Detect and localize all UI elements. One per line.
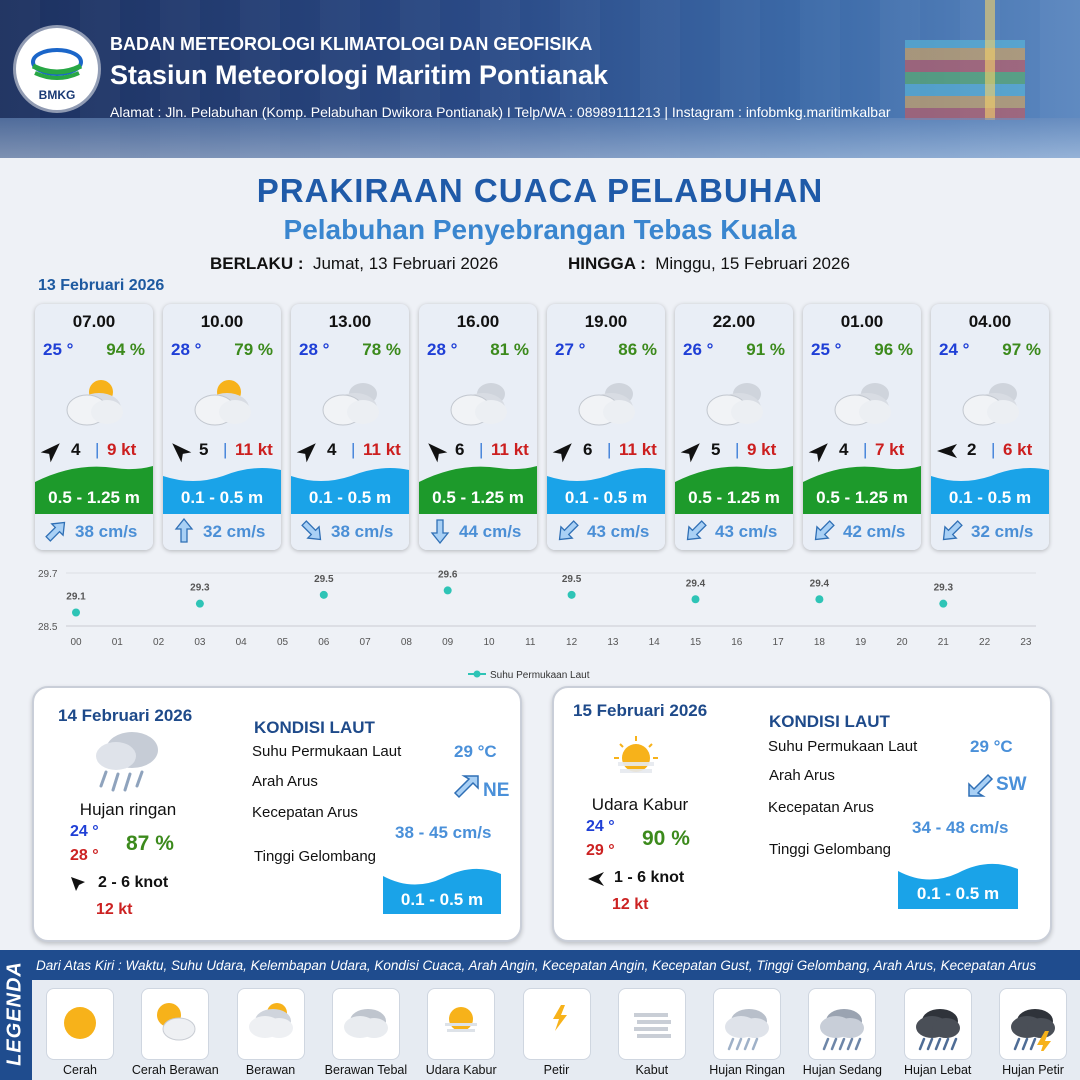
wind-arrow-w-icon xyxy=(586,869,606,889)
legend-card xyxy=(523,988,591,1060)
wave-height: 0.5 - 1.25 m xyxy=(48,488,140,507)
air-temperature: 28 ° xyxy=(171,340,202,359)
separator: | xyxy=(863,440,868,459)
air-temperature: 25 ° xyxy=(811,340,842,359)
wave-height: 0.1 - 0.5 m xyxy=(564,488,648,507)
forecast-card xyxy=(163,304,281,550)
valid-from: BERLAKU : Jumat, 13 Februari 2026 xyxy=(210,254,499,273)
forecast-card xyxy=(547,304,665,550)
moderate-rain-icon xyxy=(814,995,870,1051)
wind-direction-icon xyxy=(551,438,577,464)
wind-direction-icon xyxy=(423,438,449,464)
cloud-sun-icon xyxy=(315,372,385,428)
chart-point xyxy=(692,595,700,603)
chart-y-tick: 28.5 xyxy=(38,622,58,633)
wave-height: 0.5 - 1.25 m xyxy=(432,488,524,507)
forecast-time: 01.00 xyxy=(840,312,884,331)
chart-x-tick: 21 xyxy=(937,637,949,648)
day3-sst-label: Suhu Permukaan Laut xyxy=(768,738,918,755)
chart-x-tick: 19 xyxy=(855,637,867,648)
forecast-time: 19.00 xyxy=(584,312,628,331)
air-humidity: 94 % xyxy=(106,340,145,359)
day2-speed: 38 - 45 cm/s xyxy=(395,823,492,842)
gust-speed: 7 kt xyxy=(875,440,905,459)
wind-direction-icon xyxy=(39,438,65,464)
air-humidity: 81 % xyxy=(490,340,529,359)
sun-cloud-icon xyxy=(187,372,257,428)
haze-icon xyxy=(433,995,489,1051)
light-rain-icon xyxy=(719,995,775,1051)
chart-data-label: 29.1 xyxy=(66,591,86,603)
forecast-time: 04.00 xyxy=(968,312,1012,331)
thunderstorm-icon xyxy=(1005,995,1061,1051)
air-humidity: 78 % xyxy=(362,340,401,359)
legend-label: Petir xyxy=(543,1063,570,1077)
day2-temp-min: 24 ° xyxy=(70,823,99,840)
wind-arrow-nw-icon xyxy=(68,874,88,894)
wave-height: 0.5 - 1.25 m xyxy=(816,488,908,507)
wind-speed: 6 xyxy=(455,440,465,459)
chart-point xyxy=(72,609,80,617)
chart-x-tick: 14 xyxy=(648,637,660,648)
current-direction-icon xyxy=(683,518,709,544)
chart-x-tick: 09 xyxy=(442,637,454,648)
chart-data-label: 29.5 xyxy=(561,573,582,585)
air-humidity: 97 % xyxy=(1002,340,1041,359)
chart-x-tick: 15 xyxy=(689,637,702,648)
forecast-time: 10.00 xyxy=(200,312,244,331)
wind-speed: 4 xyxy=(839,440,849,459)
air-humidity: 91 % xyxy=(746,340,785,359)
legend-card xyxy=(427,988,495,1060)
day3-wind: 1 - 6 knot xyxy=(614,869,685,886)
wind-speed: 2 xyxy=(967,440,977,459)
current-speed: 43 cm/s xyxy=(715,522,778,541)
current-speed: 43 cm/s xyxy=(587,522,650,541)
chart-data-label: 29.3 xyxy=(190,582,210,594)
legend-card xyxy=(618,988,686,1060)
current-direction-icon xyxy=(299,518,325,544)
day3-humidity: 90 % xyxy=(642,827,690,850)
chart-x-tick: 12 xyxy=(566,637,578,648)
page-subtitle: Pelabuhan Penyebrangan Tebas Kuala xyxy=(283,214,797,245)
light-rain-icon xyxy=(88,728,168,798)
legend-label: Hujan Ringan xyxy=(709,1063,785,1077)
legend-card xyxy=(999,988,1067,1060)
wind-direction-icon xyxy=(295,438,321,464)
gust-speed: 11 kt xyxy=(363,440,401,459)
day3-wave: 0.1 - 0.5 m xyxy=(916,884,1000,903)
wind-speed: 5 xyxy=(199,440,209,459)
chart-data-label: 29.4 xyxy=(685,578,706,590)
chart-x-tick: 01 xyxy=(111,637,123,648)
legend-tab: LEGENDA xyxy=(0,950,32,1080)
forecast-card xyxy=(803,304,921,550)
chart-x-tick: 17 xyxy=(772,637,784,648)
chart-x-tick: 11 xyxy=(525,637,536,648)
current-direction-icon xyxy=(427,518,453,544)
wave-height: 0.1 - 0.5 m xyxy=(948,488,1032,507)
day2-kondisi-title: KONDISI LAUT xyxy=(254,718,375,737)
day3-wave-label: Tinggi Gelombang xyxy=(769,841,892,858)
forecast-time: 13.00 xyxy=(328,312,372,331)
chart-data-label: 29.6 xyxy=(437,569,458,581)
chart-x-tick: 04 xyxy=(235,637,247,648)
cloud-sun-icon xyxy=(443,372,513,428)
day3-sst: 29 °C xyxy=(970,737,1013,756)
org-name: BADAN METEOROLOGI KLIMATOLOGI DAN GEOFISIKA xyxy=(110,34,593,54)
wind-direction-icon xyxy=(679,438,705,464)
day2-dir-label: Arah Arus xyxy=(252,773,318,790)
wind-direction-icon xyxy=(807,438,833,464)
forecast-card xyxy=(419,304,537,550)
chart-x-tick: 23 xyxy=(1020,637,1032,648)
forecast-card xyxy=(291,304,409,550)
chart-x-tick: 13 xyxy=(607,637,619,648)
chart-x-tick: 22 xyxy=(979,637,991,648)
current-direction-icon xyxy=(171,518,197,544)
chart-data-label: 29.3 xyxy=(933,582,954,594)
legend-label: Berawan Tebal xyxy=(324,1063,408,1077)
gust-speed: 6 kt xyxy=(1003,440,1033,459)
current-direction-icon xyxy=(811,518,837,544)
legend-label: Hujan Sedang xyxy=(802,1063,882,1077)
lightning-icon xyxy=(529,995,585,1051)
day3-temp-min: 24 ° xyxy=(586,818,615,835)
gust-speed: 11 kt xyxy=(619,440,657,459)
chart-x-tick: 00 xyxy=(70,637,82,648)
heavy-rain-icon xyxy=(910,995,966,1051)
chart-point xyxy=(568,591,576,599)
chart-data-label: 29.4 xyxy=(809,578,830,590)
current-speed: 32 cm/s xyxy=(203,522,266,541)
day1-date: 13 Februari 2026 xyxy=(38,277,165,294)
cloud-sun-icon xyxy=(699,372,769,428)
chart-point xyxy=(320,591,328,599)
chart-x-tick: 10 xyxy=(483,637,495,648)
current-speed: 42 cm/s xyxy=(843,522,906,541)
day3-dir: SW xyxy=(996,774,1027,795)
chart-x-tick: 18 xyxy=(813,637,825,648)
chart-y-tick: 29.7 xyxy=(38,569,58,580)
day3-gust: 12 kt xyxy=(612,896,649,913)
legend-card xyxy=(808,988,876,1060)
chart-legend-label: Suhu Permukaan Laut xyxy=(490,670,590,681)
current-speed: 44 cm/s xyxy=(459,522,522,541)
svg-text:BMKG: BMKG xyxy=(38,88,76,102)
day3-condition: Udara Kabur xyxy=(591,795,689,814)
day3-speed-label: Kecepatan Arus xyxy=(768,799,874,816)
air-humidity: 96 % xyxy=(874,340,913,359)
gust-speed: 9 kt xyxy=(107,440,137,459)
page-title: PRAKIRAAN CUACA PELABUHAN xyxy=(256,172,824,209)
wave-height: 0.5 - 1.25 m xyxy=(688,488,780,507)
forecast-time: 16.00 xyxy=(456,312,500,331)
forecast-card xyxy=(675,304,793,550)
gust-speed: 9 kt xyxy=(747,440,777,459)
wave-height: 0.1 - 0.5 m xyxy=(308,488,392,507)
current-arrow-sw-icon xyxy=(967,770,995,798)
chart-point xyxy=(939,600,947,608)
legend-label: Kabut xyxy=(635,1063,669,1077)
fog-icon xyxy=(624,995,680,1051)
chart-x-tick: 20 xyxy=(896,637,908,648)
day3-dir-label: Arah Arus xyxy=(769,767,835,784)
wave-height: 0.1 - 0.5 m xyxy=(180,488,264,507)
chart-x-tick: 03 xyxy=(194,637,206,648)
station-address: Alamat : Jln. Pelabuhan (Komp. Pelabuhan Dwikora Pontianak) I Telp/WA : 08989111213 | Instagram : infobmkg.maritimkalbar xyxy=(110,104,891,120)
separator: | xyxy=(351,440,356,459)
legend-card xyxy=(713,988,781,1060)
legend-label: Hujan Lebat xyxy=(903,1063,972,1077)
day2-speed-label: Kecepatan Arus xyxy=(252,804,358,821)
separator: | xyxy=(223,440,228,459)
separator: | xyxy=(479,440,484,459)
sun-cloud-icon xyxy=(59,372,129,428)
haze-icon xyxy=(610,734,662,786)
separator: | xyxy=(991,440,996,459)
chart-x-tick: 05 xyxy=(276,637,289,648)
forecast-time: 07.00 xyxy=(72,312,116,331)
separator: | xyxy=(607,440,612,459)
chart-point xyxy=(815,595,823,603)
current-speed: 38 cm/s xyxy=(331,522,394,541)
current-speed: 38 cm/s xyxy=(75,522,138,541)
day2-condition: Hujan ringan xyxy=(79,800,177,819)
separator: | xyxy=(735,440,740,459)
chart-legend-marker xyxy=(474,671,481,678)
current-arrow-ne-icon xyxy=(452,774,480,802)
air-temperature: 28 ° xyxy=(299,340,330,359)
sun-cloud-icon xyxy=(147,995,203,1051)
air-humidity: 79 % xyxy=(234,340,273,359)
air-temperature: 25 ° xyxy=(43,340,74,359)
valid-to: HINGGA : Minggu, 15 Februari 2026 xyxy=(568,254,850,273)
bmkg-logo xyxy=(16,28,98,110)
chart-x-tick: 08 xyxy=(400,637,412,648)
chart-x-tick: 16 xyxy=(731,637,743,648)
legend-card xyxy=(904,988,972,1060)
air-temperature: 26 ° xyxy=(683,340,714,359)
day2-date: 14 Februari 2026 xyxy=(58,706,193,725)
current-direction-icon xyxy=(555,518,581,544)
wind-direction-icon xyxy=(935,438,961,464)
chart-x-tick: 02 xyxy=(153,637,165,648)
current-speed: 32 cm/s xyxy=(971,522,1034,541)
air-humidity: 86 % xyxy=(618,340,657,359)
legend-label: Berawan xyxy=(245,1063,296,1077)
forecast-card xyxy=(931,304,1049,550)
cloud-sun-icon xyxy=(571,372,641,428)
current-direction-icon xyxy=(43,518,69,544)
chart-point xyxy=(444,586,452,594)
cloud-sun-icon xyxy=(243,995,299,1051)
legend-card xyxy=(46,988,114,1060)
air-temperature: 28 ° xyxy=(427,340,458,359)
cloud-icon xyxy=(338,995,394,1051)
wind-direction-icon xyxy=(167,438,193,464)
day3-kondisi-title: KONDISI LAUT xyxy=(769,712,890,731)
current-direction-icon xyxy=(939,518,965,544)
chart-point xyxy=(196,600,204,608)
day2-temp-max: 28 ° xyxy=(70,847,99,864)
gust-speed: 11 kt xyxy=(491,440,529,459)
wind-speed: 4 xyxy=(327,440,337,459)
day3-date: 15 Februari 2026 xyxy=(573,701,708,720)
separator: | xyxy=(95,440,100,459)
air-temperature: 27 ° xyxy=(555,340,586,359)
day2-sst: 29 °C xyxy=(454,742,497,761)
sun-icon xyxy=(52,995,108,1051)
forecast-card xyxy=(35,304,153,550)
legend-label: Hujan Petir xyxy=(1002,1063,1064,1077)
station-name: Stasiun Meteorologi Maritim Pontianak xyxy=(110,60,609,90)
day2-wind: 2 - 6 knot xyxy=(98,874,169,891)
cloud-sun-icon xyxy=(955,372,1025,428)
wind-speed: 6 xyxy=(583,440,593,459)
day2-sst-label: Suhu Permukaan Laut xyxy=(252,743,402,760)
day2-wave-label: Tinggi Gelombang xyxy=(254,848,377,865)
day2-humidity: 87 % xyxy=(126,832,174,855)
legend-description: Dari Atas Kiri : Waktu, Suhu Udara, Kelembapan Udara, Kondisi Cuaca, Arah Angin, Kecepatan Angin, Kecepatan Gust, Tinggi Gelombang, Arah Arus, Kecepatan Arus xyxy=(36,958,1037,973)
gust-speed: 11 kt xyxy=(235,440,273,459)
sst-chart xyxy=(0,560,1080,690)
legend-card xyxy=(141,988,209,1060)
forecast-time: 22.00 xyxy=(712,312,756,331)
air-temperature: 24 ° xyxy=(939,340,970,359)
day3-speed: 34 - 48 cm/s xyxy=(912,818,1009,837)
legend-label: Cerah xyxy=(62,1063,98,1077)
legend-label: Udara Kabur xyxy=(425,1063,497,1077)
wind-speed: 4 xyxy=(71,440,81,459)
day2-wave: 0.1 - 0.5 m xyxy=(400,890,484,909)
day2-gust: 12 kt xyxy=(96,901,133,918)
legend-card xyxy=(332,988,400,1060)
day3-temp-max: 29 ° xyxy=(586,842,615,859)
cloud-sun-icon xyxy=(827,372,897,428)
wind-speed: 5 xyxy=(711,440,721,459)
legend-label: Cerah Berawan xyxy=(131,1063,219,1077)
legend-card xyxy=(237,988,305,1060)
day2-dir: NE xyxy=(483,780,510,801)
chart-x-tick: 07 xyxy=(359,637,371,648)
chart-x-tick: 06 xyxy=(318,637,330,648)
chart-data-label: 29.5 xyxy=(314,573,334,585)
